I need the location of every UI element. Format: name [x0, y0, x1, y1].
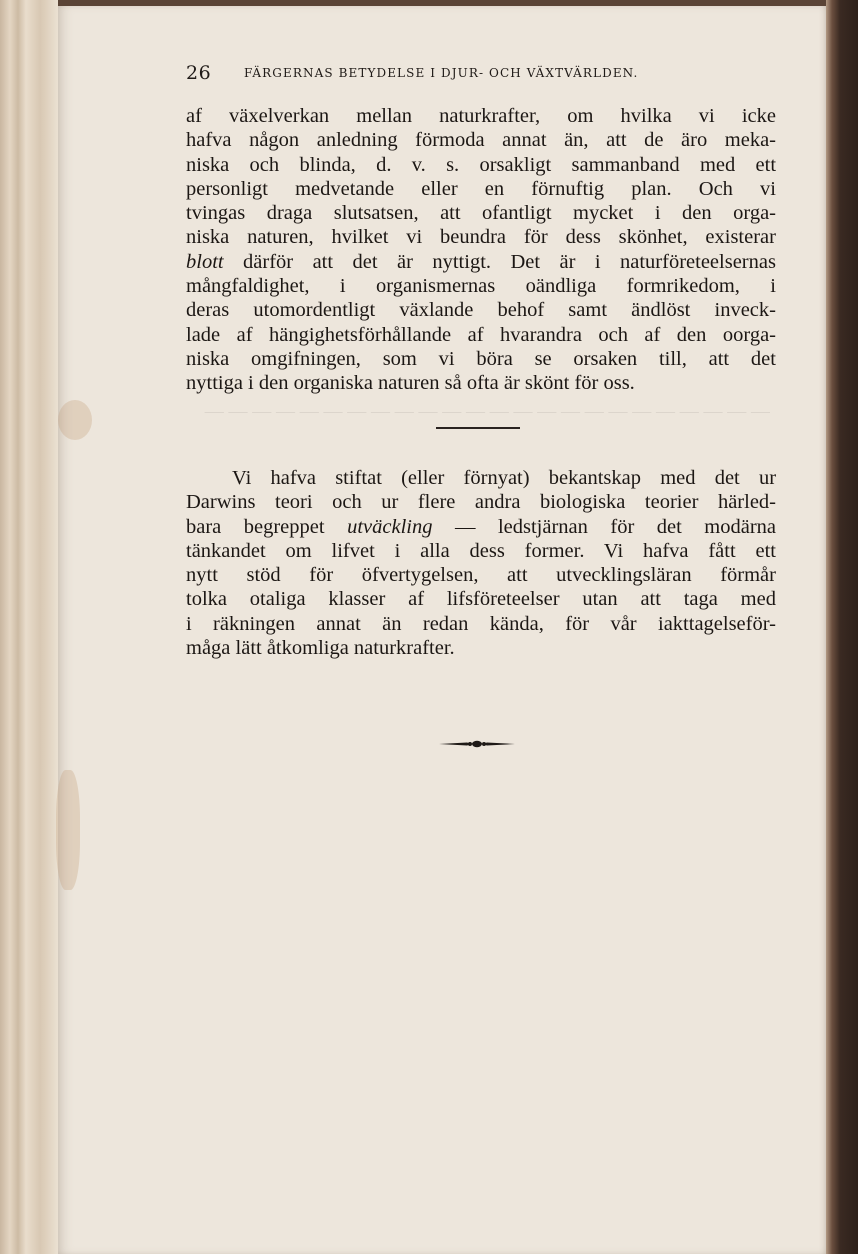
text-line	[186, 250, 776, 274]
show-through-text: — — — — — — — — — — — — — — — — — — — — — — — —	[204, 401, 770, 422]
text-line: personligt medvetande eller en förnuftig plan. Och vi	[186, 177, 776, 200]
running-title: FÄRGERNAS BETYDELSE I DJUR- OCH VÄXTVÄRLDEN.	[244, 66, 639, 80]
text-line: deras utomordentligt växlande behof samt ändlöst inveck-	[186, 299, 776, 322]
text-line: hafva någon anledning förmoda annat än, att de äro meka-	[186, 129, 777, 152]
text-line: Darwins teori och ur flere andra biologiska teorier härled-	[186, 491, 777, 514]
page-number: 26	[186, 62, 212, 84]
text-fragment: bara begreppet	[186, 515, 348, 538]
paragraph-1	[186, 104, 776, 396]
text-line: niska och blinda, d. v. s. orsakligt sammanband med ett	[186, 153, 777, 176]
text-line: tvingas draga slutsatsen, att ofantligt mycket i den orga-	[186, 202, 777, 225]
paper-stain	[56, 770, 80, 890]
paper-stain	[58, 400, 92, 440]
text-line: Vi hafva stiftat (eller förnyat) bekantskap med det ur	[232, 467, 777, 489]
text-line: i räkningen annat än redan kända, för vår iakttagelseför-	[186, 612, 776, 635]
text-line: af växelverkan mellan naturkrafter, om hvilka vi icke	[186, 105, 776, 127]
text-line	[186, 515, 776, 539]
text-line: mångfaldighet, i organismernas oändliga formrikedom, i	[186, 275, 777, 298]
text-line: nyttiga i den organiska naturen så ofta är skönt för oss.	[186, 372, 635, 395]
end-ornament-icon	[437, 734, 517, 754]
book-binding-shadow	[826, 0, 858, 1254]
text-fragment: därför att det är nyttigt. Det är i naturföreteelsernas	[223, 250, 776, 273]
page-header	[186, 62, 776, 92]
text-line: nytt stöd för öfvertygelsen, att utvecklingsläran förmår	[186, 564, 776, 587]
text-line: niska omgifningen, som vi böra se orsaken till, att det	[186, 347, 776, 370]
text-fragment: — ledstjärnan för det modärna	[432, 515, 776, 538]
book-left-edge	[0, 0, 58, 1254]
text-line: niska naturen, hvilket vi beundra för dess skönhet, existerar	[186, 226, 776, 249]
italic-word: utväckling	[347, 515, 433, 538]
text-line: tolka otaliga klasser af lifsföreteelser utan att taga med	[186, 588, 776, 611]
section-divider-rule	[436, 427, 520, 429]
text-line: måga lätt åtkomliga naturkrafter.	[186, 637, 455, 660]
italic-word: blott	[186, 250, 224, 273]
paragraph-2	[186, 466, 776, 660]
text-line: tänkandet om lifvet i alla dess former. Vi hafva fått ett	[186, 539, 776, 562]
text-line: lade af hängighetsförhållande af hvarandra och af den oorga-	[186, 323, 776, 346]
